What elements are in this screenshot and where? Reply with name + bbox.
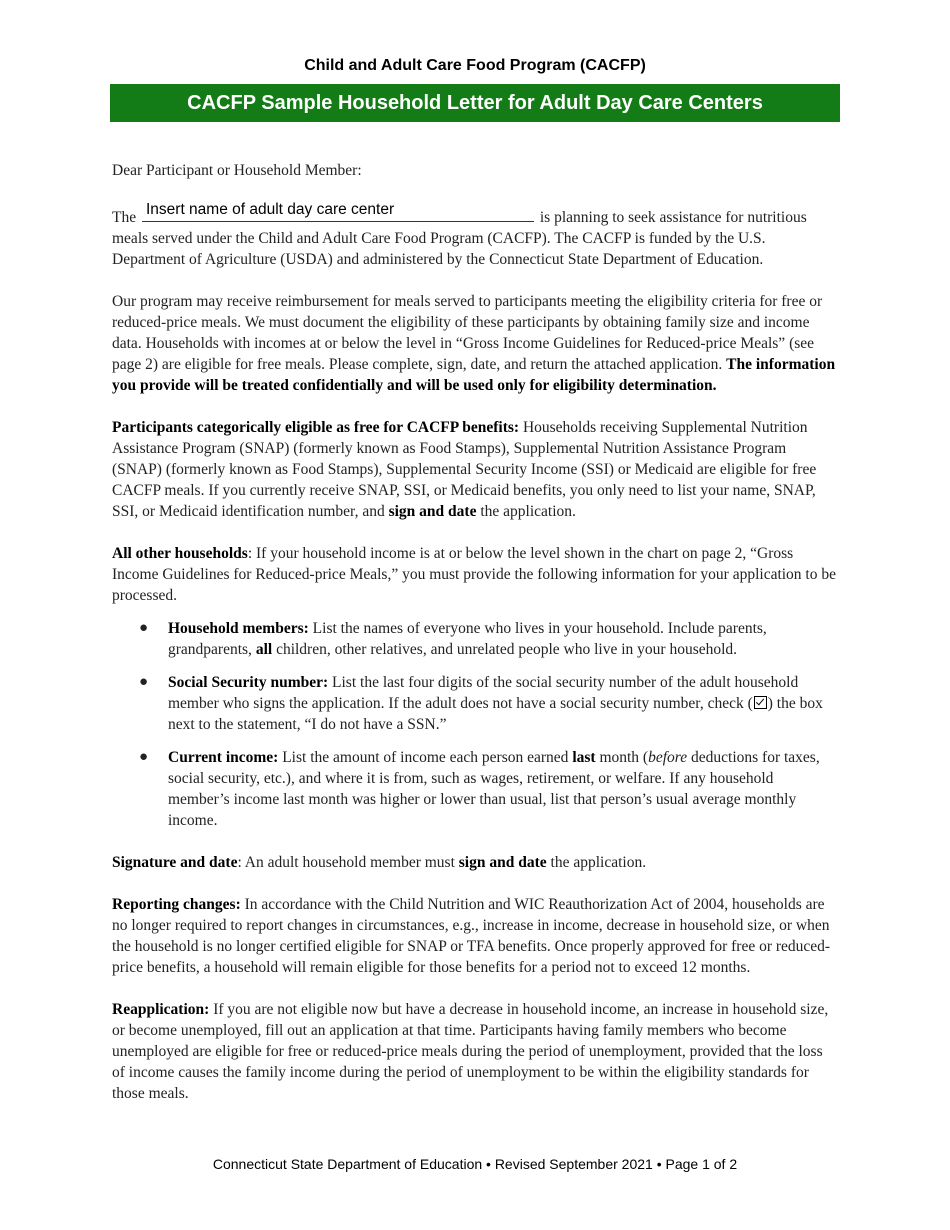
- categorical-eligibility-paragraph: [112, 417, 838, 522]
- list-item-ssn: [112, 672, 838, 735]
- current-income-mid: month (: [599, 749, 649, 766]
- signature-sign-date: sign and date: [458, 854, 547, 871]
- checkbox-checked-icon: [754, 696, 767, 709]
- list-item-household-members: [112, 618, 838, 660]
- reapplication-text: If you are not eligible now but have a decrease in household income, an increase in household size, or become unemployed, fill out an application at that time. Participants having family members who become unemployed are eligible for free or reduced-price meals during the period of unemployment, provided that the loss of income causes the family income during the period of unemployment to be within the eligibility standards for those meals.: [112, 1001, 829, 1102]
- categorical-eligibility-text: Households receiving Supplemental Nutrition Assistance Program (SNAP) (formerly known as Food Stamps), Supplemental Nutrition Assistance Program (SNAP) (formerly known as Food Stamps), Supplemental Security Income (SSI) or Medicaid are eligible for free CACFP meals. If you currently receive SNAP, SSI, or Medicaid benefits, you only need to list your name, SNAP, SSI, or Medicaid identification number, and: [112, 419, 817, 520]
- confidentiality-note: The information you provide will be treated confidentially and will be used only for eligibility determination.: [112, 356, 836, 394]
- requirements-list: [112, 618, 838, 831]
- current-income-tail: deductions for taxes, social security, etc.), and where it is from, such as wages, retirement, or welfare. If any household member’s income last month was higher or lower than usual, list that person’s usual average monthly income.: [168, 749, 820, 829]
- household-members-tail: children, other relatives, and unrelated people who live in your household.: [276, 641, 738, 658]
- household-members-text: List the names of everyone who lives in your household. Include parents, grandparents,: [168, 620, 767, 658]
- other-households-text: : If your household income is at or below the level shown in the chart on page 2, “Gross Income Guidelines for Reduced-price Meals,” you must provide the following information for your application to be processed.: [112, 545, 836, 604]
- current-income-heading: Current income:: [168, 749, 279, 766]
- program-name: Child and Adult Care Food Program (CACFP): [304, 57, 646, 74]
- categorical-tail: the application.: [480, 503, 576, 520]
- ssn-text: List the last four digits of the social security number of the adult household member who signs the application. If the adult does not have a social security number, check (: [168, 674, 799, 712]
- ssn-heading: Social Security number:: [168, 674, 329, 691]
- bullet-icon: ●: [139, 749, 149, 765]
- current-income-last: last: [572, 749, 596, 766]
- salutation: Dear Participant or Household Member:: [112, 162, 362, 179]
- signature-text: : An adult household member must: [237, 854, 455, 871]
- household-members-all: all: [255, 641, 273, 658]
- ssn-tail: ) the box next to the statement, “I do not have a SSN.”: [168, 695, 823, 733]
- center-name-value: Insert name of adult day care center: [145, 201, 395, 218]
- signature-heading: Signature and date: [112, 854, 238, 871]
- bullet-icon: ●: [139, 674, 149, 690]
- intro-paragraph: [112, 202, 838, 270]
- bullet-icon: ●: [139, 620, 149, 636]
- reapplication-heading: Reapplication:: [112, 1001, 210, 1018]
- signature-tail: the application.: [550, 854, 647, 871]
- categorical-sign-date: sign and date: [388, 503, 477, 520]
- title-banner: [110, 84, 840, 122]
- intro-text: is planning to seek assistance for nutritious meals served under the Child and Adult Care Food Program (CACFP). The CACFP is funded by the U.S. Department of Agriculture (USDA) and administered by the Connecticut State Department of Education.: [112, 209, 807, 268]
- letter-body: [112, 160, 838, 1125]
- reapplication-paragraph: [112, 999, 838, 1104]
- signature-paragraph: [112, 852, 838, 873]
- reporting-changes-text: In accordance with the Child Nutrition and WIC Reauthorization Act of 2004, households are no longer required to report changes in circumstances, e.g., increase in income, decrease in household size, or when the household is no longer certified eligible for SNAP or TFA benefits. Once properly approved for free or reduced-price benefits, a household will remain eligible for those benefits for a period not to exceed 12 months.: [112, 896, 831, 976]
- current-income-before: before: [648, 749, 688, 766]
- document-title: CACFP Sample Household Letter for Adult Day Care Centers: [187, 92, 763, 114]
- other-households-paragraph: [112, 543, 838, 606]
- page-footer: Connecticut State Department of Education • Revised September 2021 • Page 1 of 2: [212, 1156, 738, 1172]
- list-item-current-income: [112, 747, 838, 831]
- intro-prefix: The: [112, 209, 137, 226]
- other-households-heading: All other households: [112, 545, 248, 562]
- reimbursement-text: Our program may receive reimbursement for meals served to participants meeting the eligibility criteria for free or reduced-price meals. We must document the eligibility of these participants by obtaining family size and income data. Households with incomes at or below the level in “Gross Income Guidelines for Reduced-price Meals” (see page 2) are eligible for free meals. Please complete, sign, date, and return the attached application.: [112, 293, 823, 373]
- center-name-field[interactable]: [142, 202, 534, 222]
- current-income-text: List the amount of income each person earned: [282, 749, 569, 766]
- household-members-heading: Household members:: [168, 620, 309, 637]
- reporting-changes-paragraph: [112, 894, 838, 978]
- reimbursement-paragraph: [112, 291, 838, 396]
- reporting-changes-heading: Reporting changes:: [112, 896, 241, 913]
- categorical-eligibility-heading: Participants categorically eligible as free for CACFP benefits:: [112, 419, 520, 436]
